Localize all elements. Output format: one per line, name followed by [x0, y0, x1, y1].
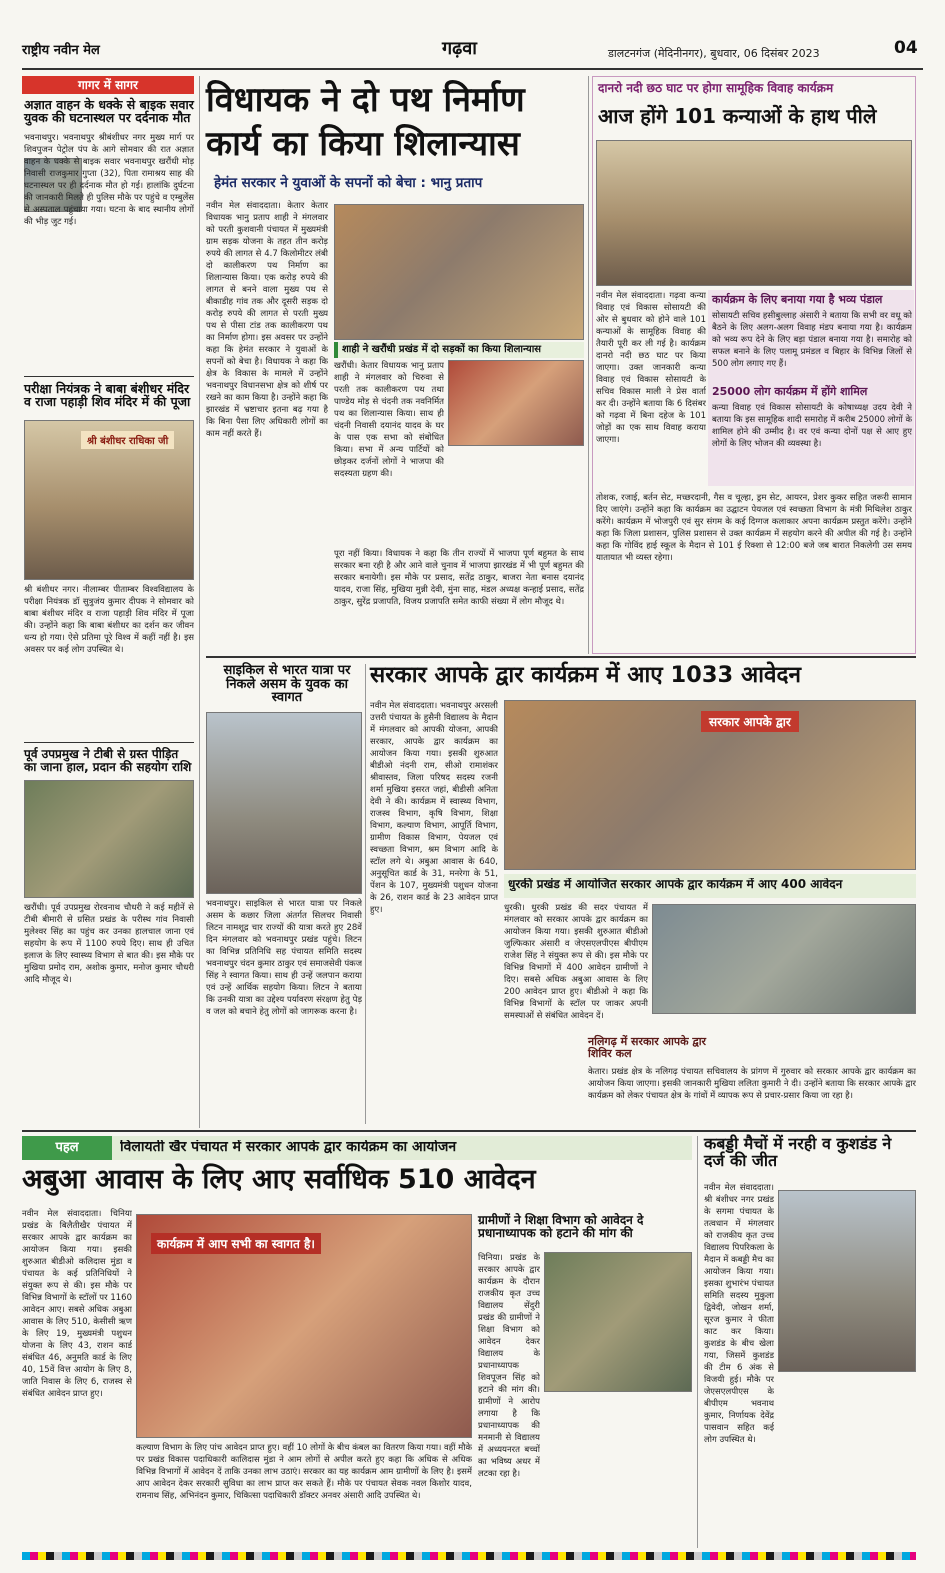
right-continuation: तोशक, रजाई, बर्तन सेट, मच्छरदानी, गैस व चूल्हा, ड्रम सेट, आयरन, प्रेशर कुकर सहित जरूरी सामान दिए जाएंगे। उन्होंने कहा कि कार्यक्रम का उद्घाटन पेयजल एवं स्वच्छता विभाग के मंत्री मिथिलेश ठाकुर करेंगे। कार्यक्रम में भोजपुरी एवं सुर संगम के कई दिग्गज कलाकार अपना कार्यक्रम प्रस्तुत करेंगे। उन्होंने कहा कि जिला प्रशासन, पुलिस प्रशासन से उक्त कार्यक्रम में सहयोग करने की अपील की गई है। उन्होंने कहा कि गोविंद हाई स्कूल के मैदान से 101 ई रिक्शा से 12:00 बजे जब बारात निकलेगी उस समय यातायात भी व्यस्त रहेगा।	[596, 493, 912, 563]
lead-sidebar-body: खरौंधी। केतार विधायक भानु प्रताप शाही ने मंगलवार को चिरुवा से परती तक कालीकरण पथ तथा पाण्डेय मोड़ से चंदनी तक नवनिर्मित पथ का शिलान्यास किया। साथ ही चंदनी निवासी दयानंद यादव के घर के पास एक सभा को संबोधित किया। सभा में अन्य पार्टियों को छोड़कर दर्जनों लोगों ने भाजपा की सदस्यता ग्रहण की।	[334, 361, 444, 479]
story3-body: खरौंधी। पूर्व उपप्रमुख रोरवनाथ चौधरी ने कई महीनें से टीबी बीमारी से ग्रसित प्रखंड के परीस्थ गांव निवासी मुलेश्वर सिंह का पहुंच कर उनका हालचाल जाना एवं सहयोग के रूप में 1100 रुपये दिए। साथ ही उचित इलाज के लिए स्वास्थ्य विभाग से बात की। इस मौके पर मुखिया प्रमोद राम, अशोक कुमार, मनोज कुमार चौधरी आदि मौजूद थे।	[24, 903, 194, 985]
right-headline: आज होंगे 101 कन्याओं के हाथ पीले	[598, 104, 877, 128]
dhurki-photo	[652, 904, 916, 1014]
section-rule	[22, 1130, 916, 1132]
story2-headline: परीक्षा नियंत्रक ने बाबा बंशीधर मंदिर व राजा पहाड़ी शिव मंदिर में की पूजा	[24, 381, 191, 410]
story2-photo	[24, 420, 194, 580]
right-photo-press	[596, 140, 912, 286]
story3-photo	[24, 780, 194, 898]
column-rule	[697, 1136, 698, 1548]
cycle-photo	[206, 712, 362, 894]
section-banner-label: गागर में सागर	[78, 78, 138, 92]
cycle-headline: साइकिल से भारत यात्रा पर निकले असम के युवक का स्वागत	[223, 663, 351, 706]
right-kicker: दानरो नदी छठ घाट पर होगा सामूहिक विवाह कार्यक्रम	[598, 81, 834, 95]
bottom-photo	[136, 1214, 472, 1438]
story2-photo-sign: श्री बंशीधर राधिका जी	[81, 431, 174, 449]
bottom-body: नवीन मेल संवाददाता। चिनिया प्रखंड के बिलैतीखैर पंचायत में सरकार आपके द्वार कार्यक्रम का आयोजन किया गया। इसकी शुरुआत बीडीओ कलिदास मुंडा व पंचायत के कई प्रतिनिधियों ने संयुक्त रूप से की। इस मौके पर विभिन्न विभागों के स्टॉलों पर 1160 आवेदन आए। सबसे अधिक अबुआ आवास के लिए 510, केसीसी ऋण के लिए 19, मुख्यमंत्री पशुधन योजना के लिए 43, राशन कार्ड संबंधित 46, अनुमति कार्ड के लिए 40, 15वें वित्त आयोग के लिए 8, जाति निवास के लिए 6, राजस्व से संबंधित आवेदन प्राप्त हुए।	[22, 1209, 132, 1399]
lead-subhead: हेमंत सरकार ने युवाओं के सपनों को बेचा : भानु प्रताप	[214, 175, 483, 191]
nalingarh-body: केतार। प्रखंड क्षेत्र के नलिगढ़ पंचायत सचिवालय के प्रांगण में गुरुवार को सरकार आपके द्वार कार्यक्रम का आयोजन किया जाएगा। इसकी जानकारी मुखिया ललिता कुमारी ने दी। उन्होंने बताया कि सरकार आपके द्वार कार्यक्रम को लेकर पंचायत क्षेत्र के गांवों में व्यापक रूप से प्रचार-प्रसार किया जा रहा है।	[588, 1067, 916, 1101]
section-title: गढ़वा	[442, 38, 477, 59]
section-rule	[206, 656, 916, 658]
right-sub1-body: सोसायटी सचिव हसीबुल्लाह अंसारी ने बताया कि सभी वर वधू को बैठने के लिए अलग-अलग विवाह मंडप बनाया गया है। कार्यक्रम को भव्य रूप देने के लिए बड़ा पंडाल बनाया गया है। समारोह को सफल बनाने के लिए पलामू प्रमंडल व बिहार के विभिन्न जिलों से 500 लोग लगाए गए हैं।	[712, 311, 912, 369]
kabaddi-photo	[778, 1190, 916, 1372]
column-rule	[365, 664, 366, 1124]
column-rule	[588, 76, 589, 654]
right-sub2-body: कन्या विवाह एवं विकास सोसायटी के कोषाध्यक्ष उदय देवी ने बताया कि इस सामूहिक शादी समारोह में करीब 25000 लोगों के शामिल होने की उम्मीद है। वर एवं कन्या दोनों पक्ष से आए हुए लोगों के लिए भोजन की व्यवस्था है।	[712, 403, 912, 449]
story1-body: भवनाथपुर। भवनाथपुर श्रीबंशीधर नगर मुख्य मार्ग पर शिवपुजन पेट्रोल पंप के आगे सोमवार की रात अज्ञात वाहन के धक्के से बाइक सवार भवनाथपुर खरौंधी मोड़ निवासी राजकुमार गुप्ता (32), पिता रामाश्रय साह की घटनास्थल पर ही दर्दनाक मौत हो गई। हालांकि दुर्घटना की जानकारी मिलते ही पुलिस मौके पर पहुंचे व एम्बुलेंस से अस्पताल पहुंचाया गया। घटना के बाद स्थानीय लोगों की भीड़ जुट गई।	[24, 133, 194, 227]
dateline: डालटनगंज (मेदिनीनगर), बुधवार, 06 दिसंबर 2023	[608, 47, 820, 60]
main-headline: सरकार आपके द्वार कार्यक्रम में आए 1033 आवेदन	[370, 662, 801, 688]
masthead-rule	[22, 68, 923, 70]
main-body: नवीन मेल संवाददाता। भवनाथपुर अरसली उत्तरी पंचायत के हुसैनी विद्यालय के मैदान में मंगलवार को आपकी योजना, आपकी सरकार, आपके द्वार कार्यक्रम का आयोजन किया गया। इसकी शुरुआत बीडीओ नंदनी राम, सीओ रामाशंकर श्रीवास्तव, जिला परिषद सदस्य रजनी शर्मा मुखिया इसरत जहां, बीडीसी अनिता देवी ने की। कार्यक्रम में स्वास्थ्य विभाग, राजस्व विभाग, कृषि विभाग, शिक्षा विभाग, कल्याण विभाग, आपूर्ति विभाग, ग्रामीण विकास विभाग, पेयजल एवं स्वच्छता विभाग, श्रम विभाग आदि के स्टॉल लगे थे। अबुआ आवास के 640, अनुसूचित कार्ड के 31, मनरेगा के 51, पेंशन के 107, मुख्यमंत्री पशुधन योजना के 26, राशन कार्ड के 23 आवेदन प्राप्त हुए।	[370, 701, 498, 915]
masthead	[22, 38, 923, 68]
kabaddi-body: नवीन मेल संवाददाता। श्री बंशीधर नगर प्रखंड के सगमा पंचायत के तत्वधान में मंगलवार को राजकीय कृत उच्च विद्यालय पिपरिकला के मैदान में कबड्डी मैच का आयोजन किया गया। इसका शुभारंभ पंचायत समिति सदस्य मुकुला द्विवेदी, जोखन शर्मा, सूरज कुमार ने फीता काट कर किया। कुशडंड के बीच खेला गया, जिसमें कुशडंड की टीम 6 अंक से विजयी हुई। मौके पर जेएसएलपीएस के बीपीएम भवनाथ कुमार, निर्णायक देवेंद्र पासवान सहित कई लोग उपस्थित थे।	[704, 1183, 774, 1445]
right-body: नवीन मेल संवाददाता। गढ़वा कन्या विवाह एवं विकास सोसायटी की ओर से बुधवार को होने वाले 101 कन्याओं के सामूहिक विवाह की तैयारी पूरी कर ली गई है। कार्यक्रम दानरो नदी छठ घाट पर किया जाएगा। उक्त जानकारी कन्या विवाह एवं विकास सोसायटी के सचिव विकास माली ने प्रेस वार्ता कर दी। उन्होंने बताया कि 6 दिसंबर को गढ़वा में बिना दहेज के 101 जोड़ों का एक साथ विवाह कराया जाएगा।	[596, 291, 706, 445]
dhurki-body: धुरकी। धुरकी प्रखंड की सदर पंचायत में मंगलवार को सरकार आपके द्वार कार्यक्रम का आयोजन किया गया। इसकी शुरुआत बीडीओ जुल्फिकार अंसारी व जेएसएलपीएस बीपीएम राजेश सिंह ने संयुक्त रूप से की। इस मौके पर विभिन्न विभागों में 400 आवेदन ग्रामीणों ने दिए। सबसे अधिक अबुआ आवास के लिए 200 आवेदन प्राप्त हुए। बीडीओ ने कहा कि विभिन्न विभागों के स्टॉल पर जाकर अपनी समस्याओं से संबंधित आवेदन दें।	[504, 903, 648, 1021]
cycle-body: भवनाथपुर। साइकिल से भारत यात्रा पर निकले असम के कछार जिला अंतर्गत सिलचर निवासी लिटन नामशूद्र चार राज्यों की यात्रा करते हुए 28वें दिन मंगलवार को भवनाथपुर प्रखंड पहुंचे। लिटन का विभिन्न प्रतिनिधि सह पंचायत समिति सदस्य भवनाथपुर चंदन कुमार ठाकुर एवं समाजसेवी पंकज सिंह ने स्वागत किया। साथ ही उन्हें जलपान कराया एवं उन्हें आर्थिक सहयोग किया। लिटन ने बताया कि उनकी यात्रा का उद्देश्य पर्यावरण संरक्षण हेतु पेड़ व जल को बचाने हेतु लोगों को जागरूक करना है।	[206, 899, 362, 1017]
lead-headline: विधायक ने दो पथ निर्माण कार्य का किया शिलान्यास	[206, 80, 525, 164]
villagers-headline: ग्रामीणों ने शिक्षा विभाग को आवेदन दे प्रधानाध्यापक को हटाने की मांग की	[478, 1213, 644, 1240]
section-banner	[22, 76, 194, 94]
bottom-continuation: कल्याण विभाग के लिए पांच आवेदन प्राप्त हुए। वहीं 10 लोगों के बीच कंबल का वितरण किया गया। वहीं मौके पर प्रखंड विकास पदाधिकारी कालिदास मुंडा ने आम लोगों से अपील करते हुए कहा कि अधिक से अधिक विभिन्न विभागों में आवेदन दें ताकि उनका लाभ उठाएं। सरकार का यह कार्यक्रम आम ग्रामीणों के लिए है। इसमें आप आवेदन देकर सरकारी सुविधा का लाभ प्राप्त कर सकते हैं। मौके पर पंचायत सेवक नवल किशोर यादव, रामनाथ सिंह, अभिनंदन कुमार, चिकित्सा पदाधिकारी डॉक्टर अनवर अंसारी आदि उपस्थित थे।	[136, 1443, 472, 1501]
main-photo-banner: सरकार आपके द्वार	[701, 711, 799, 732]
nalingarh-headline: नलिगढ़ में सरकार आपके द्वार शिविर कल	[588, 1035, 707, 1060]
lead-continuation: पूरा नहीं किया। विधायक ने कहा कि तीन राज्यों में भाजपा पूर्ण बहुमत के साथ सरकार बना रही है और आने वाले चुनाव में भाजपा झारखंड में भी पूर्ण बहुमत की सरकार बनायेगी। इस मौके पर प्रसाद, सतेंद्र ठाकुर, बाजरा नेता बनास दयानंद यादव, राजा सिंह, मुखिया मुन्नी देवी, मुंना साह, मंडल अध्यक्ष कन्हाई प्रसाद, सतेंद्र ठाकुर, सुरेंद्र प्रजापति, विजय प्रजापति समेत काफी संख्या में लोग मौजूद थे।	[334, 549, 584, 607]
paper-name: राष्ट्रीय नवीन मेल	[22, 43, 100, 58]
lead-photo-meeting	[448, 360, 584, 446]
villagers-body: चिनिया। प्रखंड के सरकार आपके द्वार कार्यक्रम के दौरान राजकीय कृत उच्च विद्यालय सेंदुरी प्रखंड की ग्रामीणों ने शिक्षा विभाग को आवेदन देकर विद्यालय के प्रधानाध्यापक शिवपूजन सिंह को हटाने की मांग की। ग्रामीणों ने आरोप लगाया है कि प्रधानाध्यापक की मनमानी से विद्यालय में अध्ययनरत बच्चों का भविष्य अधर में लटका रहा है।	[478, 1253, 540, 1479]
color-registration-bar	[22, 1552, 916, 1560]
main-photo	[504, 700, 916, 870]
story3-headline: पूर्व उपप्रमुख ने टीबी से ग्रस्त पीड़ित का जाना हाल, प्रदान की सहयोग राशि	[24, 747, 192, 774]
right-sub1-headline: कार्यक्रम के लिए बनाया गया है भव्य पंडाल	[712, 293, 883, 306]
right-sub2-headline: 25000 लोग कार्यक्रम में होंगे शामिल	[712, 385, 868, 398]
kabaddi-headline: कबड्डी मैचों में नरही व कुशडंड ने दर्ज की जीत	[704, 1134, 892, 1170]
divider	[24, 742, 194, 743]
bottom-photo-banner: कार्यक्रम में आप सभी का स्वागत है।	[151, 1233, 321, 1254]
story1-headline: अज्ञात वाहन के धक्के से बाइक सवार युवक की घटनास्थल पर दर्दनाक मौत	[24, 97, 194, 126]
lead-photo-caption: शाही ने खरौंधी प्रखंड में दो सड़कों का किया शिलान्यास	[342, 344, 542, 355]
divider	[24, 376, 194, 377]
lead-photo-ceremony	[334, 204, 584, 340]
bottom-tag: पहल	[22, 1136, 112, 1160]
bottom-headline: अबुआ आवास के लिए आए सर्वाधिक 510 आवेदन	[22, 1164, 536, 1195]
lead-photo-caption-bar	[334, 342, 584, 358]
story2-body: श्री बंशीधर नगर। नीलाम्बर पीताम्बर विश्वविद्यालय के परीक्षा नियंत्रक डॉ सुत्रुजंय कुमार दीपक ने सोमवार को बाबा बंशीधर मंदिर व राजा पहाड़ी शिव मंदिर में पूजा की। उन्होंने कहा कि बाबा बंशीधर का दर्शन कर जीवन धन्य हो गया। ऐसे प्रतिमा पूरे विश्व में कहीं नहीं है। इस अवसर पर कई लोग उपस्थित थे।	[24, 585, 194, 655]
lead-body: नवीन मेल संवाददाता। केतार केतार विधायक भानु प्रताप शाही ने मंगलवार को परती कुशवानी पंचायत में मुख्यमंत्री ग्राम सड़क योजना के तहत तीन करोड़ रुपये की लागत से 4.7 किलोमीटर लंबी दो कालीकरण पथ निर्माण का शिलान्यास किया। एक करोड़ रुपये की लागत से बनने वाला मुख्य पथ से बीकाडीह गांव तक और दूसरी सड़क दो करोड़ रुपये की लागत से परती मुख्य पथ से पीसा टांड तक कालीकरण पथ का निर्माण होगा। इस अवसर पर उन्होंने कहा कि हेमंत सरकार ने युवाओं के सपनों को बेचा है। विधायक ने कहा कि क्षेत्र के विकास के मामले में उन्होंने भवनाथपुर विधानसभा क्षेत्र को शीर्ष पर रखने का काम किया है। उन्होंने कहा कि झारखंड में भ्रष्टाचार इतना बढ़ गया है कि बिना पैसा लिए अधिकारी लोगों का काम नहीं करते हैं।	[206, 201, 328, 439]
dhurki-headline: धुरकी प्रखंड में आयोजित सरकार आपके द्वार कार्यक्रम में आए 400 आवेदन	[508, 878, 843, 891]
villagers-photo	[544, 1252, 692, 1392]
bottom-kicker-bar	[22, 1136, 692, 1160]
page-number: 04	[894, 38, 918, 58]
bottom-kicker: विलायती खैर पंचायत में सरकार आपके द्वार कार्यक्रम का आयोजन	[120, 1140, 457, 1155]
column-rule	[199, 76, 200, 1128]
